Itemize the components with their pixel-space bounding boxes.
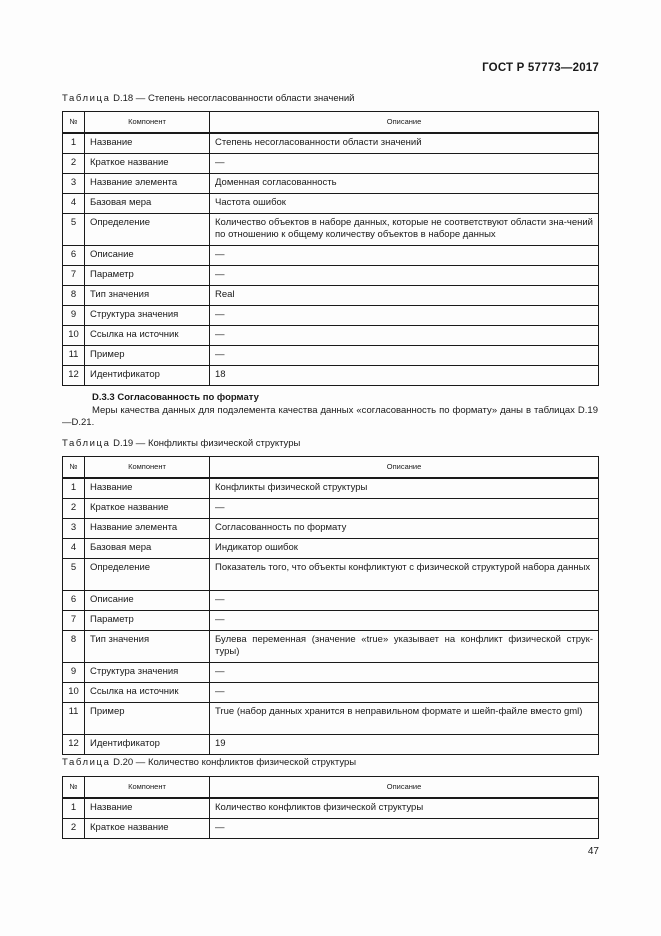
description-cell: — — [210, 683, 599, 703]
component-cell: Описание — [85, 591, 210, 611]
description-cell: — — [210, 266, 599, 286]
description-cell: — — [210, 663, 599, 683]
table-row — [63, 174, 599, 194]
caption-text: D.20 — Количество конфликтов физической структуры — [110, 757, 357, 768]
row-number: 11 — [63, 703, 85, 735]
row-number: 4 — [63, 539, 85, 559]
description-cell: — — [210, 154, 599, 174]
component-cell: Параметр — [85, 611, 210, 631]
table-row — [63, 194, 599, 214]
row-number: 12 — [63, 735, 85, 755]
description-cell: Показатель того, что объекты конфликтуют с физической структурой набора данных — [210, 559, 599, 591]
component-cell: Краткое название — [85, 819, 210, 839]
section-paragraph: Меры качества данных для подэлемента качества данных «согласованность по формату» даны в таблицах D.19—D.21. — [62, 405, 598, 428]
description-cell: 19 — [210, 735, 599, 755]
component-cell: Базовая мера — [85, 539, 210, 559]
component-cell: Ссылка на источник — [85, 326, 210, 346]
component-cell: Название элемента — [85, 174, 210, 194]
component-cell: Краткое название — [85, 154, 210, 174]
table-d20-caption — [62, 757, 356, 768]
table-row — [63, 611, 599, 631]
row-number: 5 — [63, 214, 85, 246]
table-row — [63, 798, 599, 819]
row-number: 7 — [63, 611, 85, 631]
table-row — [63, 591, 599, 611]
table-row — [63, 559, 599, 591]
component-cell: Пример — [85, 346, 210, 366]
description-cell: Булева переменная (значение «true» указывает на конфликт физической струк-туры) — [210, 631, 599, 663]
table-row — [63, 306, 599, 326]
description-cell: Согласованность по формату — [210, 519, 599, 539]
row-number: 7 — [63, 266, 85, 286]
component-cell: Параметр — [85, 266, 210, 286]
component-cell: Описание — [85, 246, 210, 266]
component-cell: Ссылка на источник — [85, 683, 210, 703]
page-number: 47 — [587, 846, 599, 857]
table-row — [63, 214, 599, 246]
description-cell: — — [210, 611, 599, 631]
caption-prefix: Таблица — [62, 93, 111, 104]
table-d18 — [62, 111, 599, 386]
table-row — [63, 539, 599, 559]
description-cell: Частота ошибок — [210, 194, 599, 214]
component-cell: Тип значения — [85, 631, 210, 663]
row-number: 11 — [63, 346, 85, 366]
description-cell: 18 — [210, 366, 599, 386]
component-cell: Структура значения — [85, 663, 210, 683]
table-d19 — [62, 456, 599, 755]
column-header-component: Компонент — [85, 777, 210, 799]
component-cell: Структура значения — [85, 306, 210, 326]
description-cell: Количество конфликтов физической структуры — [210, 798, 599, 819]
column-header-component: Компонент — [85, 112, 210, 134]
caption-text: D.18 — Степень несогласованности области значений — [110, 93, 355, 104]
row-number: 9 — [63, 306, 85, 326]
table-row — [63, 683, 599, 703]
row-number: 8 — [63, 286, 85, 306]
table-row — [63, 133, 599, 154]
component-cell: Название — [85, 798, 210, 819]
caption-prefix: Таблица — [62, 757, 111, 768]
row-number: 3 — [63, 519, 85, 539]
table-row — [63, 631, 599, 663]
section-title: D.3.3 Согласованность по формату — [92, 392, 259, 403]
row-number: 2 — [63, 154, 85, 174]
description-cell: Индикатор ошибок — [210, 539, 599, 559]
component-cell: Тип значения — [85, 286, 210, 306]
description-cell: Real — [210, 286, 599, 306]
row-number: 10 — [63, 683, 85, 703]
table-row — [63, 663, 599, 683]
column-header-component: Компонент — [85, 457, 210, 479]
caption-prefix: Таблица — [62, 438, 111, 449]
description-cell: — — [210, 306, 599, 326]
table-row — [63, 735, 599, 755]
description-cell: True (набор данных хранится в неправильном формате и шейп-файле вместо gml) — [210, 703, 599, 735]
row-number: 2 — [63, 499, 85, 519]
row-number: 1 — [63, 478, 85, 499]
table-row — [63, 519, 599, 539]
description-cell: — — [210, 591, 599, 611]
table-row — [63, 246, 599, 266]
component-cell: Название — [85, 133, 210, 154]
table-row — [63, 286, 599, 306]
table-row — [63, 266, 599, 286]
row-number: 1 — [63, 798, 85, 819]
row-number: 9 — [63, 663, 85, 683]
document-code: ГОСТ Р 57773—2017 — [482, 62, 599, 74]
table-d18-caption — [62, 93, 354, 104]
row-number: 2 — [63, 819, 85, 839]
table-row — [63, 346, 599, 366]
caption-text: D.19 — Конфликты физической структуры — [110, 438, 301, 449]
row-number: 5 — [63, 559, 85, 591]
column-header-description: Описание — [210, 112, 599, 134]
component-cell: Идентификатор — [85, 366, 210, 386]
description-cell: Доменная согласованность — [210, 174, 599, 194]
table-row — [63, 819, 599, 839]
row-number: 1 — [63, 133, 85, 154]
description-cell: Степень несогласованности области значений — [210, 133, 599, 154]
component-cell: Определение — [85, 214, 210, 246]
description-cell: Конфликты физической структуры — [210, 478, 599, 499]
description-cell: — — [210, 346, 599, 366]
description-cell: — — [210, 819, 599, 839]
component-cell: Идентификатор — [85, 735, 210, 755]
component-cell: Название — [85, 478, 210, 499]
column-header-description: Описание — [210, 777, 599, 799]
column-header-description: Описание — [210, 457, 599, 479]
table-row — [63, 366, 599, 386]
table-d19-caption — [62, 438, 300, 449]
description-cell: — — [210, 499, 599, 519]
row-number: 6 — [63, 591, 85, 611]
description-cell: — — [210, 246, 599, 266]
row-number: 8 — [63, 631, 85, 663]
component-cell: Название элемента — [85, 519, 210, 539]
component-cell: Краткое название — [85, 499, 210, 519]
row-number: 4 — [63, 194, 85, 214]
row-number: 12 — [63, 366, 85, 386]
component-cell: Определение — [85, 559, 210, 591]
column-header-number: № — [63, 777, 85, 799]
row-number: 10 — [63, 326, 85, 346]
component-cell: Пример — [85, 703, 210, 735]
row-number: 3 — [63, 174, 85, 194]
table-row — [63, 499, 599, 519]
table-row — [63, 478, 599, 499]
column-header-number: № — [63, 457, 85, 479]
table-row — [63, 154, 599, 174]
column-header-number: № — [63, 112, 85, 134]
table-row — [63, 703, 599, 735]
table-row — [63, 326, 599, 346]
row-number: 6 — [63, 246, 85, 266]
table-d20 — [62, 776, 599, 839]
description-cell: Количество объектов в наборе данных, которые не соответствуют области зна-чений по отношению к общему количеству объектов в наборе данных — [210, 214, 599, 246]
description-cell: — — [210, 326, 599, 346]
component-cell: Базовая мера — [85, 194, 210, 214]
